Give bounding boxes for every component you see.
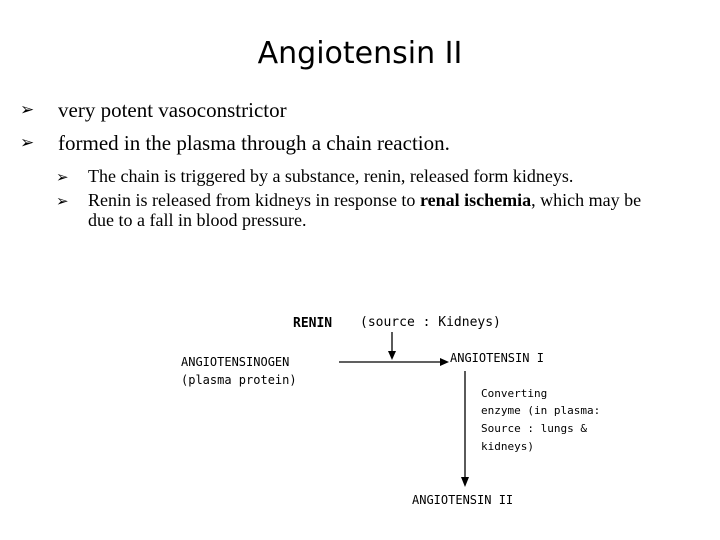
enzyme-line-4: kidneys) [481, 440, 534, 453]
angiotensin-i-label: ANGIOTENSIN I [450, 351, 544, 365]
enzyme-line-1: Converting [481, 387, 548, 400]
angiotensinogen-label: ANGIOTENSINOGEN [181, 355, 290, 369]
renal-ischemia-emphasis: renal ischemia [419, 190, 532, 210]
arrow-bullet-icon: ➢ [56, 168, 69, 186]
sub-bullet-text-start: Renin is released from kidneys in response to [88, 190, 420, 210]
renin-source-label: (source : Kidneys) [360, 315, 501, 330]
renin-label: RENIN [293, 316, 333, 331]
arrow-bullet-icon: ➢ [56, 192, 69, 210]
enzyme-arrowhead-icon [461, 477, 469, 487]
slide-title: Angiotensin II [257, 36, 463, 71]
sub-bullet-text: The chain is triggered by a substance, renin, released form kidneys. [88, 166, 574, 186]
arrow-bullet-icon: ➢ [20, 133, 35, 153]
enzyme-line-3: Source : lungs & [481, 422, 587, 435]
bullet-text: formed in the plasma through a chain reaction. [58, 131, 450, 155]
bullet-text: very potent vasoconstrictor [58, 98, 287, 122]
plasma-protein-label: (plasma protein) [181, 373, 297, 387]
sub-bullet-text-end: , which may be due to a fall in blood pressure. [88, 190, 642, 230]
angiotensin-ii-label: ANGIOTENSIN II [412, 493, 514, 507]
arrow-bullet-icon: ➢ [20, 100, 35, 120]
enzyme-line-2: enzyme (in plasma: [481, 404, 601, 417]
conversion-arrowhead-icon [440, 358, 449, 366]
renin-arrowhead-icon [388, 351, 396, 360]
